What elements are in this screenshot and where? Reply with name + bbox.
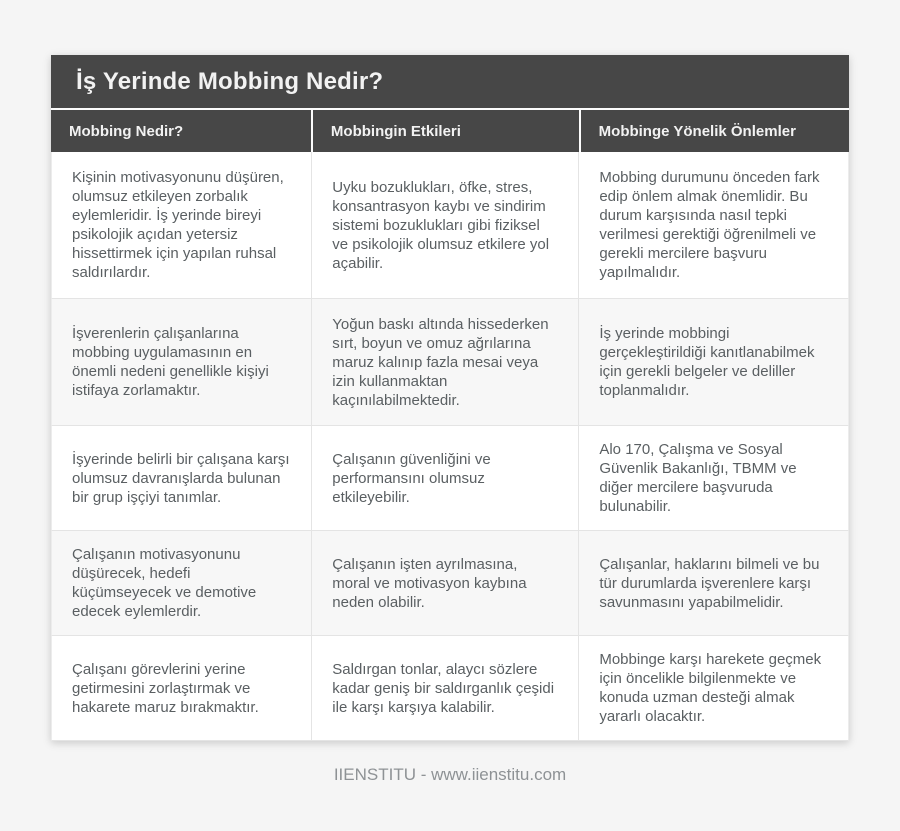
table-cell: [52, 636, 311, 740]
column-header-mobbing-nedir: Mobbing Nedir?: [69, 123, 184, 140]
table-cell: [311, 426, 578, 530]
table-cell: [578, 152, 848, 298]
cell-text: Saldırgan tonlar, alaycı sözlere kadar geniş bir saldırganlık çeşidi ile karşı karşıya kalabilir.: [332, 660, 555, 716]
table-header-row: [51, 110, 849, 152]
table-cell: [311, 299, 578, 425]
table-cell: [52, 299, 311, 425]
cell-text: Çalışanı görevlerini yerine getirmesini zorlaştırmak ve hakarete maruz bırakmaktır.: [72, 660, 259, 716]
table-cell: [311, 636, 578, 740]
table-cell: [311, 531, 578, 635]
cell-text: İşverenlerin çalışanlarına mobbing uygulamasının en önemli nedeni genellikle kişiyi istifaya zorlamaktır.: [72, 325, 269, 399]
table-row: [51, 299, 849, 426]
cell-text: Çalışanın işten ayrılmasına, moral ve motivasyon kaybına neden olabilir.: [332, 555, 527, 611]
table-cell: [578, 531, 848, 635]
cell-text: İş yerinde mobbingi gerçekleştirildiği kanıtlanabilmek için gerekli belgeler ve deliller toplanmalıdır.: [599, 325, 815, 399]
page-title: İş Yerinde Mobbing Nedir?: [51, 55, 849, 110]
mobbing-info-card: [51, 55, 849, 741]
cell-text: Kişinin motivasyonunu düşüren, olumsuz etkileyen zorbalık eylemleridir. İş yerinde bireyi psikolojik açıdan yetersiz hissettirmek için yapılan ruhsal saldırılardır.: [72, 169, 284, 281]
table-row: [51, 636, 849, 741]
table-row: [51, 426, 849, 531]
cell-text: Uyku bozuklukları, öfke, stres, konsantrasyon kaybı ve sindirim sistemi bozuklukları gibi fiziksel ve psikolojik olumsuz etkilere yol açabilir.: [332, 178, 550, 272]
cell-text: Çalışanın motivasyonunu düşürecek, hedefi küçümseyecek ve demotive edecek eylemlerdir.: [72, 546, 257, 620]
footer-credit: IIENSTITU - www.iienstitu.com: [333, 765, 567, 784]
table-cell: [52, 531, 311, 635]
cell-text: Alo 170, Çalışma ve Sosyal Güvenlik Bakanlığı, TBMM ve diğer mercilere başvuruda bulunabilir.: [599, 441, 797, 515]
table-cell: [578, 299, 848, 425]
cell-text: Yoğun baskı altında hissederken sırt, boyun ve omuz ağrılarına maruz kalınıp fazla mesai veya izin kullanmaktan kaçınılabilmektedir.: [332, 315, 549, 409]
cell-text: Mobbing durumunu önceden fark edip önlem almak önemlidir. Bu durum karşısında nasıl tepki verilmesi gerektiği öğrenilmeli ve gerekli mercilere başvuru yapılmalıdır.: [599, 169, 820, 281]
table-row: [51, 152, 849, 299]
column-header-mobbinge-yonelik-onlemler: Mobbinge Yönelik Önlemler: [579, 110, 849, 152]
cell-text: Çalışanın güvenliğini ve performansını olumsuz etkileyebilir.: [332, 450, 491, 506]
table-cell: [52, 426, 311, 530]
table-cell: [578, 426, 848, 530]
cell-text: Çalışanlar, haklarını bilmeli ve bu tür durumlarda işverenlere karşı savunmasını yapabilmelidir.: [599, 555, 820, 611]
table-cell: [311, 152, 578, 298]
table-row: [51, 531, 849, 636]
table-cell: [52, 152, 311, 298]
cell-text: İşyerinde belirli bir çalışana karşı olumsuz davranışlarda bulunan bir grup işçiyi tanımlar.: [72, 450, 290, 506]
cell-text: Mobbinge karşı harekete geçmek için öncelikle bilgilenmekte ve konuda uzman desteği almak yararlı olacaktır.: [599, 651, 822, 725]
column-header-mobbingin-etkileri: Mobbingin Etkileri: [311, 110, 579, 152]
table-cell: [578, 636, 848, 740]
